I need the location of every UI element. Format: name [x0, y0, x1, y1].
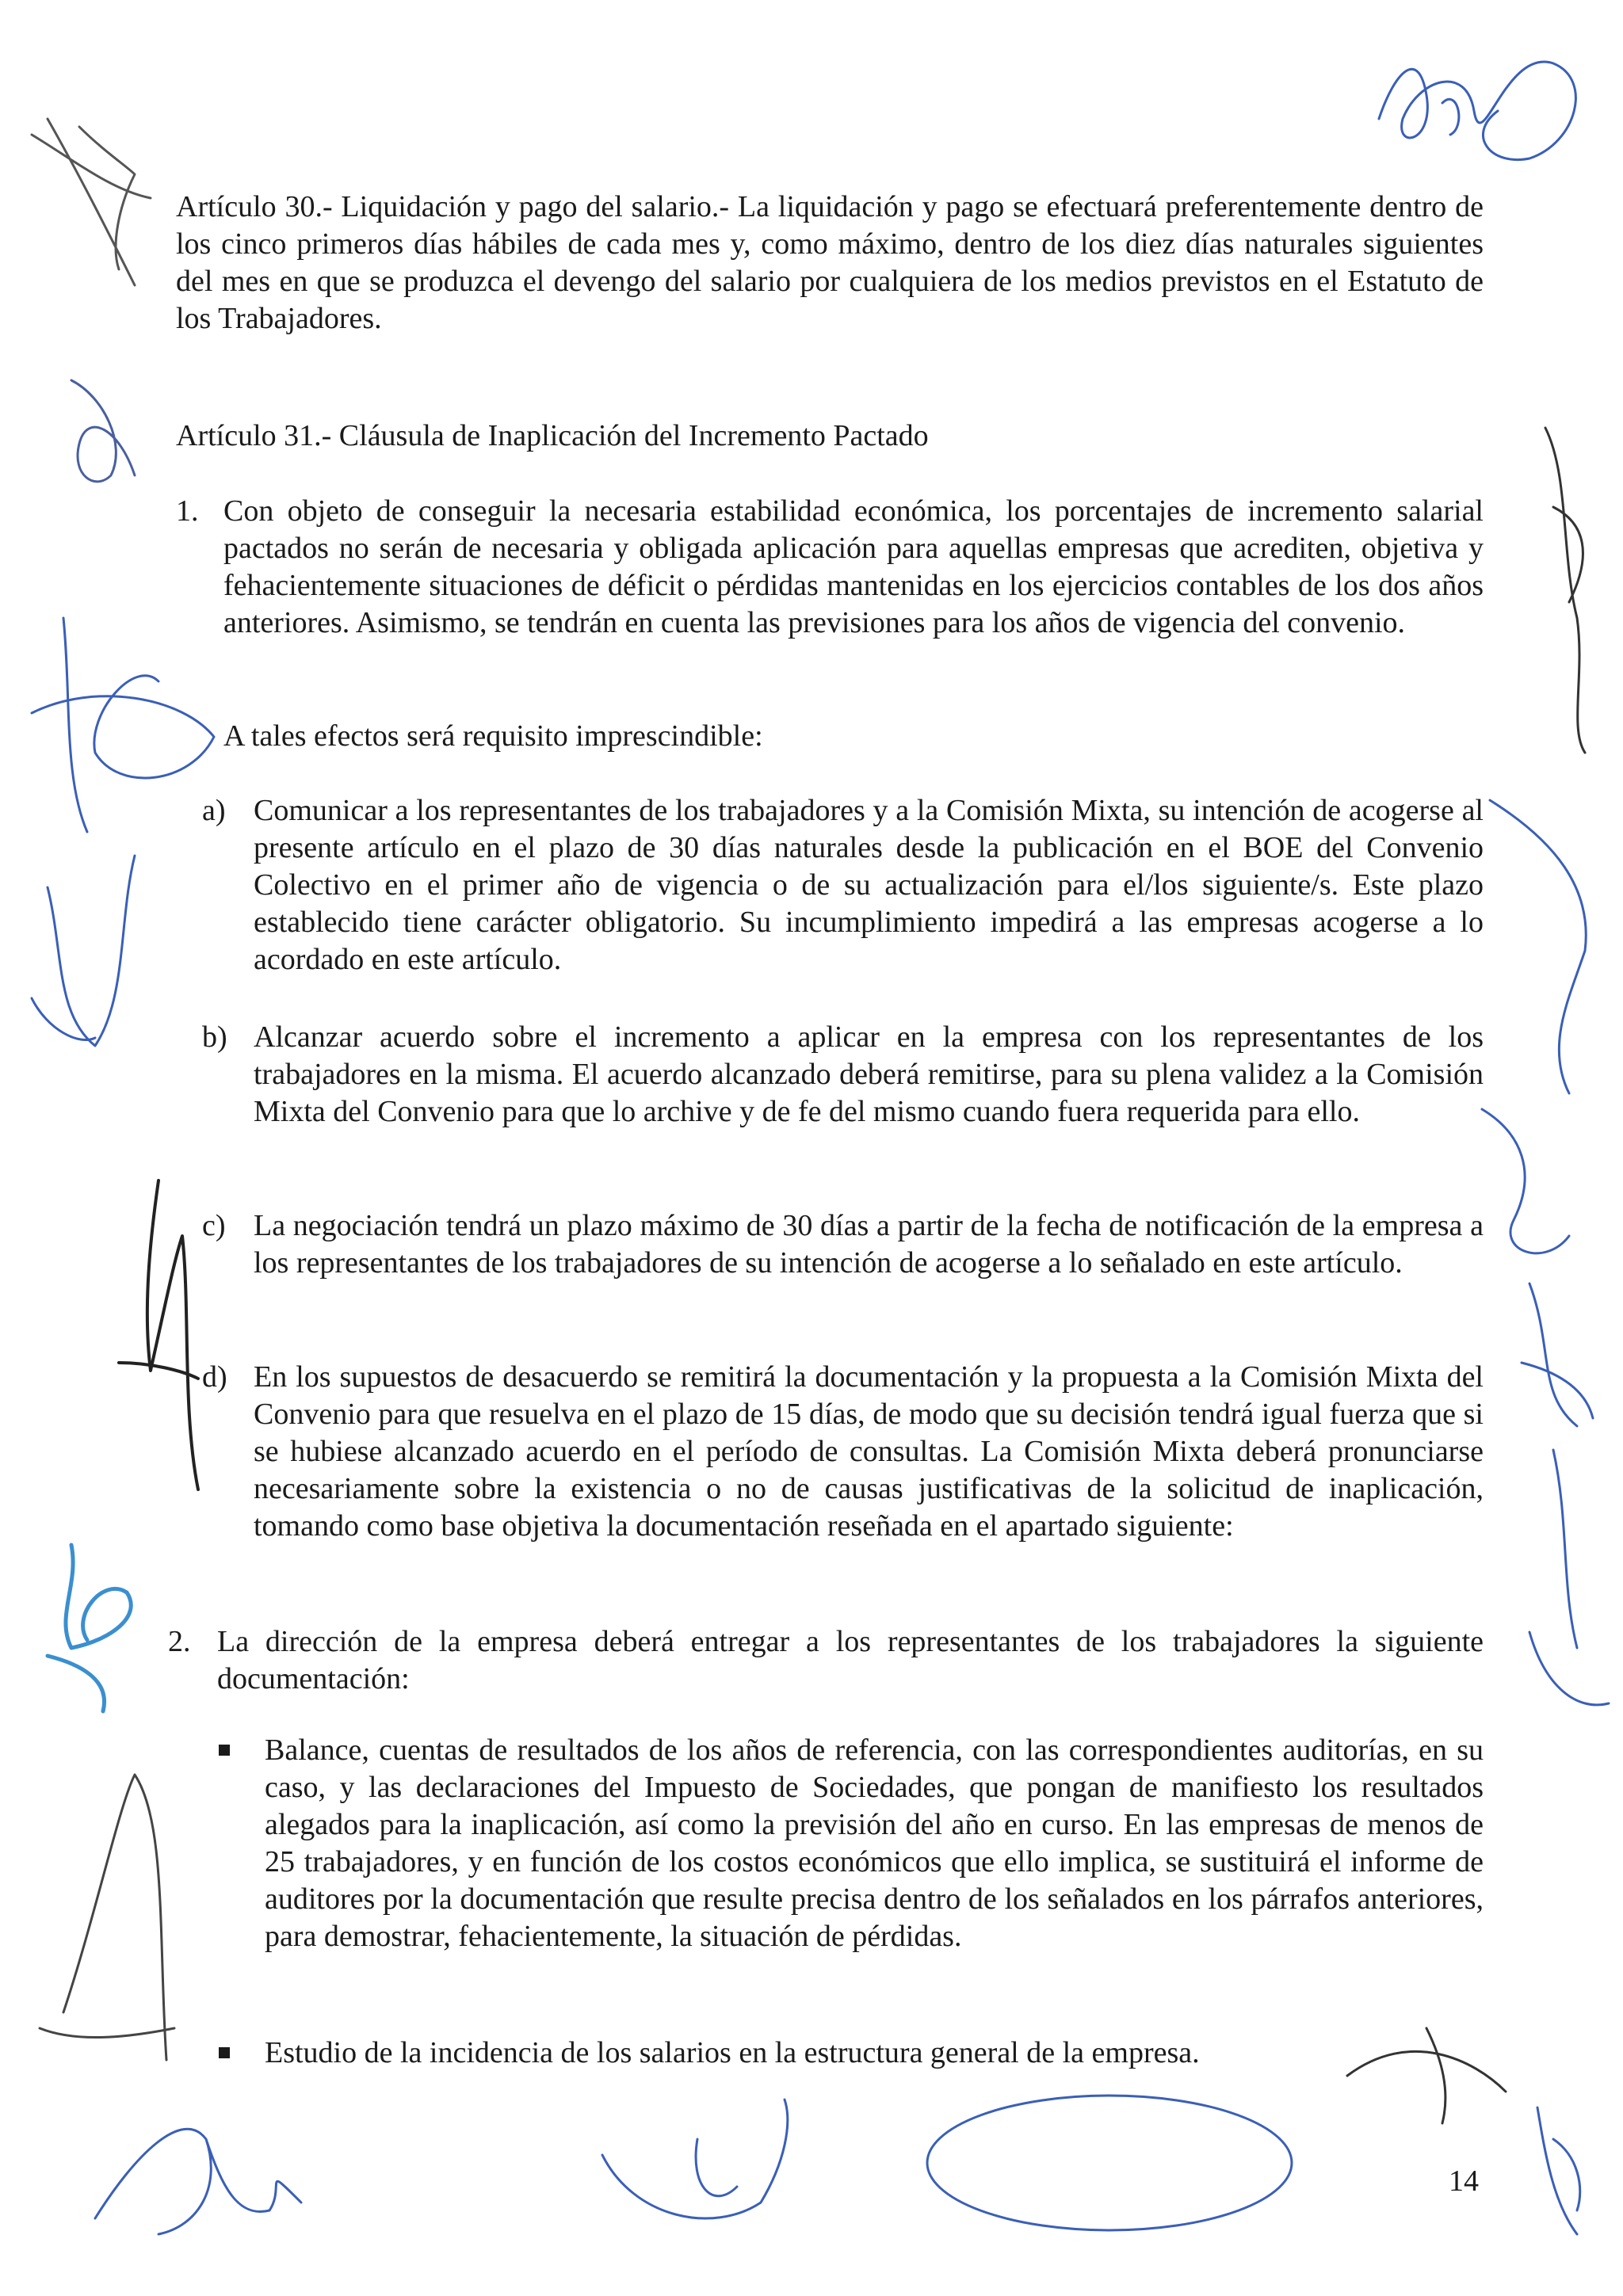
signature-right-3: [1482, 1109, 1569, 1253]
subitem-b-text: Alcanzar acuerdo sobre el incremento a aplicar en la empresa con los representantes de los trabajadores en la misma. El acuerdo alcanzado deberá remitirse, para su plena validez a la Comisión Mixta del Convenio para que lo archive y de fe del mismo cuando fuera requerida para ello.: [254, 1020, 1484, 1128]
signature-left-7: [40, 1775, 174, 2060]
bullet-1-mark: [219, 1745, 230, 1756]
signature-left-5: [119, 1180, 198, 1489]
subitem-c-text: La negociación tendrá un plazo máximo de 30 días a partir de la fecha de notificación de la empresa a los representantes de los trabajadores de su intención de acogerse a lo señalado en este artículo.: [254, 1209, 1484, 1280]
item-2-text: La dirección de la empresa deberá entregar a los representantes de los trabajadores la siguiente documentación:: [217, 1625, 1484, 1695]
item-1-marker: 1.: [176, 494, 199, 528]
bullet-2-text: Estudio de la incidencia de los salarios en la estructura general de la empresa.: [265, 2036, 1200, 2069]
subitem-d-marker: d): [202, 1360, 227, 1394]
subitem-d-text: En los supuestos de desacuerdo se remitirá la documentación y la propuesta a la Comisión Mixta del Convenio para que resuelva en el plazo de 15 días, de modo que su decisión tendrá igual fuerza que si se hubiese alcanzado acuerdo en el período de consultas. La Comisión Mixta deberá pronunciarse necesariamente sobre la existencia o no de causas justificativas de la solicitud de inaplicación, tomando como base objetiva la documentación reseñada en el apartado siguiente:: [254, 1360, 1484, 1543]
signature-bottom-oval: [927, 2096, 1292, 2230]
requirement-line: A tales efectos será requisito imprescindible:: [223, 719, 763, 753]
signature-bottom-1: [95, 2129, 301, 2234]
signature-right-4: [1522, 1283, 1593, 1426]
subitem-c-marker: c): [202, 1209, 226, 1242]
subitem-a-text: Comunicar a los representantes de los trabajadores y a la Comisión Mixta, su intención de acogerse al presente artículo en el plazo de 30 días naturales desde la publicación en el BOE del Convenio Colectivo en el primer año de vigencia o de su actualización para el/los siguiente/s. Este plazo establecido tiene carácter obligatorio. Su incumplimiento impedirá a las empresas acogerse a lo acordado en este artículo.: [254, 794, 1484, 976]
article-30-paragraph: [176, 189, 1484, 338]
signature-left-2: [71, 380, 135, 482]
signature-right-6: [1537, 2107, 1580, 2234]
bullet-2-mark: [219, 2047, 230, 2058]
subitem-b-marker: b): [202, 1020, 227, 1054]
item-1-text: Con objeto de conseguir la necesaria estabilidad económica, los porcentajes de incremento salarial pactados no serán de necesaria y obligada aplicación para aquellas empresas que acrediten, objetiva y fehacientemente situaciones de déficit o pérdidas mantenidas en los ejercicios contables de los dos años anteriores. Asimismo, se tendrán en cuenta las previsiones para los años de vigencia del convenio.: [223, 494, 1484, 639]
item-2-marker: 2.: [168, 1625, 191, 1658]
signature-right-1: [1545, 428, 1585, 753]
subitem-a-marker: a): [202, 794, 226, 827]
bullet-1-text: Balance, cuentas de resultados de los años de referencia, con las correspondientes auditorías, en su caso, y las declaraciones del Impuesto de Sociedades, que pongan de manifiesto los resultados alegados para la inaplicación, así como la previsión del año en curso. En las empresas de menos de 25 trabajadores, y en función de los costos económicos que ello implica, se sustituirá el informe de auditores por la documentación que resulte precisa dentro de los señalados en los párrafos anteriores, para demostrar, fehacientemente, la situación de pérdidas.: [265, 1733, 1484, 1953]
signature-bottom-2: [602, 2100, 788, 2218]
article-30-text: La liquidación y pago se efectuará preferentemente dentro de los cinco primeros días hábiles de cada mes y, como máximo, dentro de los diez días naturales siguientes del mes en que se produzca el devengo del salario por cualquiera de los medios previstos en el Estatuto de los Trabajadores.: [176, 190, 1484, 335]
signature-left-6: [48, 1545, 131, 1711]
signature-top-right: [1379, 62, 1575, 160]
signature-right-2: [1490, 800, 1586, 1093]
article-30-title: Artículo 30.- Liquidación y pago del salario.-: [176, 190, 730, 223]
signature-left-3: [32, 618, 214, 832]
signature-right-5: [1529, 1450, 1609, 1705]
signature-left-1: [32, 119, 151, 285]
signature-left-4: [32, 856, 135, 1046]
page-number: 14: [1449, 2164, 1479, 2198]
article-31-title: Artículo 31.- Cláusula de Inaplicación del Incremento Pactado: [176, 419, 929, 452]
